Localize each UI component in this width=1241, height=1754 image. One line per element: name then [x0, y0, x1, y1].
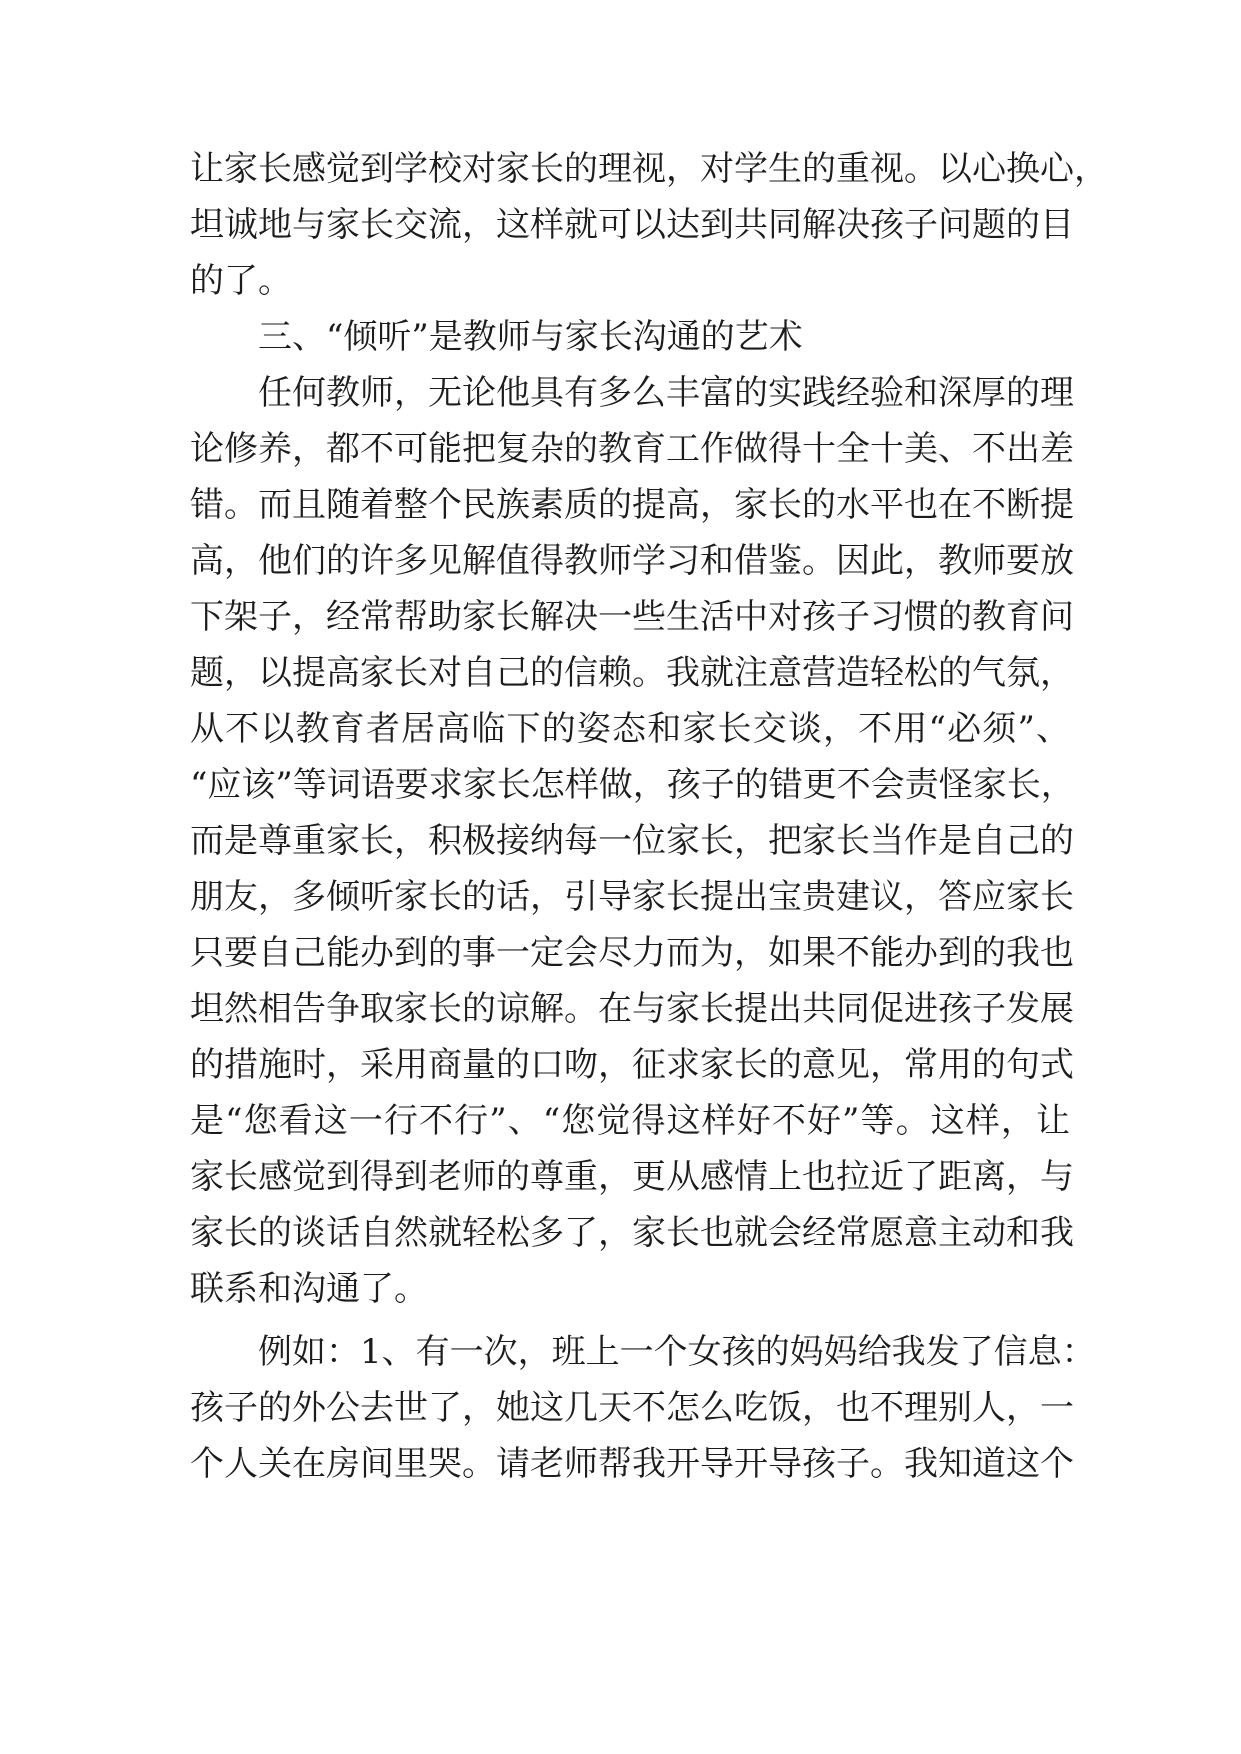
- paragraph-3-line-3: 错。而且随着整个民族素质的提高，家长的水平也在不断提: [190, 485, 1074, 525]
- paragraph-3-line-11: 只要自己能办到的事一定会尽力而为，如果不能办到的我也: [190, 933, 1074, 973]
- paragraph-3-line-1: 任何教师，无论他具有多么丰富的实践经验和深厚的理: [258, 373, 1074, 413]
- paragraph-4-line-3: 个人关在房间里哭。请老师帮我开导开导孩子。我知道这个: [190, 1444, 1074, 1484]
- paragraph-3-line-7: 从不以教育者居高临下的姿态和家长交谈，不用“必须”、: [190, 709, 1070, 749]
- paragraph-3-line-6: 题，以提高家长对自己的信赖。我就注意营造轻松的气氛，: [190, 653, 1074, 693]
- paragraph-3-line-4: 高，他们的许多见解值得教师学习和借鉴。因此，教师要放: [190, 541, 1074, 581]
- paragraph-3-line-5: 下架子，经常帮助家长解决一些生活中对孩子习惯的教育问: [190, 597, 1074, 637]
- paragraph-3-line-17: 联系和沟通了。: [190, 1269, 428, 1309]
- paragraph-3-line-14: 是“您看这一行不行”、“您觉得这样好不好”等。这样，让: [190, 1101, 1070, 1141]
- paragraph-3-line-12: 坦然相告争取家长的谅解。在与家长提出共同促进孩子发展: [190, 989, 1074, 1029]
- paragraph-3-line-10: 朋友，多倾听家长的话，引导家长提出宝贵建议，答应家长: [190, 877, 1074, 917]
- paragraph-1-line-1: 让家长感觉到学校对家长的理视，对学生的重视。以心换心，: [190, 149, 1108, 189]
- paragraph-3-line-8: “应该”等词语要求家长怎样做，孩子的错更不会责怪家长，: [190, 765, 1075, 805]
- paragraph-3-line-9: 而是尊重家长，积极接纳每一位家长，把家长当作是自己的: [190, 821, 1074, 861]
- section-heading: 三、“倾听”是教师与家长沟通的艺术: [258, 317, 803, 357]
- paragraph-4-line-2: 孩子的外公去世了，她这几天不怎么吃饭，也不理别人，一: [190, 1388, 1074, 1428]
- paragraph-1-line-2: 坦诚地与家长交流，这样就可以达到共同解决孩子问题的目: [190, 205, 1074, 245]
- paragraph-3-line-13: 的措施时，采用商量的口吻，征求家长的意见，常用的句式: [190, 1045, 1074, 1085]
- paragraph-1-line-3: 的了。: [190, 261, 292, 301]
- paragraph-3-line-16: 家长的谈话自然就轻松多了，家长也就会经常愿意主动和我: [190, 1213, 1074, 1253]
- paragraph-3-line-15: 家长感觉到得到老师的尊重，更从感情上也拉近了距离，与: [190, 1157, 1074, 1197]
- paragraph-3-line-2: 论修养，都不可能把复杂的教育工作做得十全十美、不出差: [190, 429, 1074, 469]
- paragraph-4-line-1: 例如：1、有一次，班上一个女孩的妈妈给我发了信息：: [258, 1332, 1096, 1372]
